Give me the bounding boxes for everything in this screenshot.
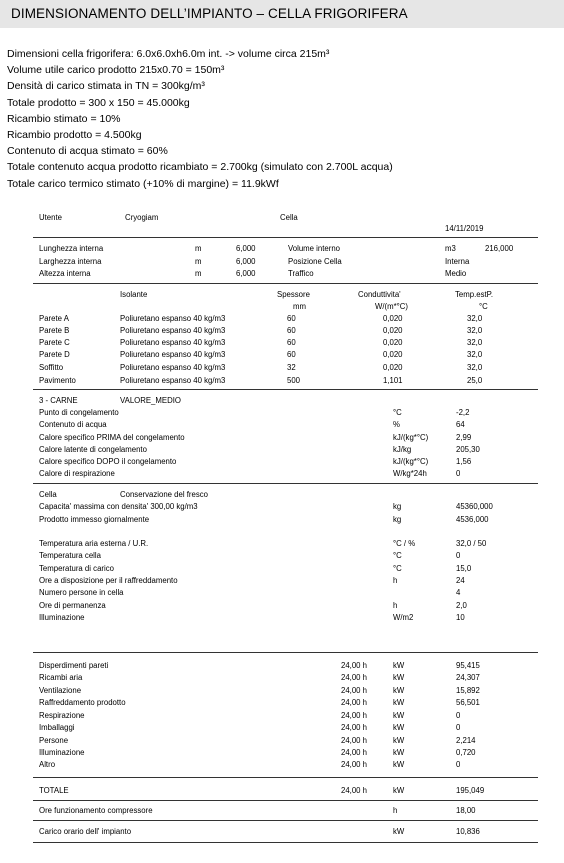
product-value: -2,2 [456, 408, 470, 417]
load-unit: kW [393, 760, 405, 769]
intro-line: Ricambio prodotto = 4.500kg [7, 129, 142, 142]
cond-label: Temperatura cella [39, 551, 101, 560]
wall-name: Parete A [39, 314, 69, 323]
load-label: Persone [39, 736, 69, 745]
dim-val2: m3 [445, 244, 456, 253]
dim-label: Larghezza interna [39, 257, 102, 266]
intro-line: Ricambio stimato = 10% [7, 112, 121, 125]
product-value: 1,56 [456, 457, 472, 466]
load-unit: kW [393, 686, 405, 695]
cell-type: Conservazione del fresco [120, 490, 208, 499]
wall-cond: 0,020 [383, 338, 403, 347]
dim-unit: m [195, 269, 202, 278]
wall-thickness: 500 [287, 376, 301, 385]
wall-temp: 32,0 [467, 363, 483, 372]
product-unit: °C [393, 408, 402, 417]
load-label: Raffreddamento prodotto [39, 698, 126, 707]
wall-thickness: 32 [287, 363, 296, 372]
col-isolante: Isolante [120, 290, 148, 299]
dim-label: Altezza interna [39, 269, 91, 278]
load-hours: 24,00 h [341, 661, 368, 670]
cond-value: 15,0 [456, 564, 472, 573]
load-value: 15,892 [456, 686, 480, 695]
col-conduttivita-unit: W/(m*°C) [375, 302, 408, 311]
load-value: 2,214 [456, 736, 476, 745]
product-value: 0 [456, 469, 461, 478]
cond-unit: °C [393, 564, 402, 573]
load-hours: 24,00 h [341, 686, 368, 695]
product-label: Contenuto di acqua [39, 420, 107, 429]
cond-value: 0 [456, 551, 461, 560]
divider [33, 842, 538, 843]
product-label: Calore specifico DOPO il congelamento [39, 457, 177, 466]
cell-label: Cella [39, 490, 57, 499]
dim-label2: Volume interno [288, 244, 341, 253]
load-label: Disperdimenti pareti [39, 661, 109, 670]
ore-compressore-unit: h [393, 806, 398, 815]
wall-name: Soffitto [39, 363, 64, 372]
wall-temp: 32,0 [467, 338, 483, 347]
intro-line: Totale prodotto = 300 x 150 = 45.000kg [7, 96, 190, 109]
load-value: 0 [456, 723, 461, 732]
product-unit: kJ/(kg*°C) [393, 457, 429, 466]
wall-thickness: 60 [287, 350, 296, 359]
cell-row-value: 45360,000 [456, 502, 493, 511]
wall-cond: 0,020 [383, 350, 403, 359]
col-conduttivita: Conduttivita' [358, 290, 401, 299]
wall-name: Parete D [39, 350, 70, 359]
cond-unit: °C / % [393, 539, 416, 548]
cell-row-unit: kg [393, 502, 402, 511]
product-unit: W/kg*24h [393, 469, 427, 478]
load-value: 56,501 [456, 698, 480, 707]
divider [33, 237, 538, 238]
intro-text [7, 46, 393, 192]
load-unit: kW [393, 673, 405, 682]
carico-orario-label: Carico orario dell' impianto [39, 827, 132, 836]
title-bar [0, 0, 564, 28]
load-value: 95,415 [456, 661, 480, 670]
wall-temp: 25,0 [467, 376, 483, 385]
load-value: 0,720 [456, 748, 476, 757]
dim-unit: m [195, 257, 202, 266]
product-label: Calore latente di congelamento [39, 445, 147, 454]
load-label: Imballaggi [39, 723, 75, 732]
cond-value: 32,0 / 50 [456, 539, 487, 548]
totale-label: TOTALE [39, 786, 69, 795]
load-label: Ventilazione [39, 686, 82, 695]
divider [33, 800, 538, 801]
wall-thickness: 60 [287, 338, 296, 347]
wall-thickness: 60 [287, 314, 296, 323]
wall-material: Poliuretano espanso 40 kg/m3 [120, 363, 226, 372]
col-temp-unit: °C [479, 302, 488, 311]
product-value: 2,99 [456, 433, 472, 442]
intro-line: Totale carico termico stimato (+10% di margine) = 11.9kWf [7, 177, 279, 190]
col-spessore-unit: mm [293, 302, 306, 311]
product-code: 3 - CARNE [39, 396, 78, 405]
col-spessore: Spessore [277, 290, 310, 299]
wall-material: Poliuretano espanso 40 kg/m3 [120, 338, 226, 347]
dim-value: 6,000 [236, 257, 256, 266]
cond-label: Ore di permanenza [39, 601, 106, 610]
product-label: Punto di congelamento [39, 408, 119, 417]
dim-label2: Posizione Cella [288, 257, 342, 266]
wall-temp: 32,0 [467, 350, 483, 359]
intro-line: Volume utile carico prodotto 215x0.70 = 150m³ [7, 64, 225, 77]
divider [33, 777, 538, 778]
cell-row-unit: kg [393, 515, 402, 524]
cond-value: 4 [456, 588, 461, 597]
ore-compressore-label: Ore funzionamento compressore [39, 806, 153, 815]
totale-hours: 24,00 h [341, 786, 368, 795]
load-value: 0 [456, 711, 461, 720]
cond-unit: h [393, 576, 398, 585]
page-title: DIMENSIONAMENTO DELL’IMPIANTO – CELLA FRIGORIFERA [11, 6, 408, 21]
intro-line: Dimensioni cella frigorifera: 6.0x6.0xh6.0m int. -> volume circa 215m³ [7, 48, 330, 60]
cond-label: Numero persone in cella [39, 588, 124, 597]
dim-unit: m [195, 244, 202, 253]
product-unit: kJ/kg [393, 445, 412, 454]
cond-unit: W/m2 [393, 613, 414, 622]
cell-row-label: Prodotto immesso giornalmente [39, 515, 150, 524]
cond-value: 2,0 [456, 601, 467, 610]
load-unit: kW [393, 698, 405, 707]
load-label: Ricambi aria [39, 673, 83, 682]
divider [33, 652, 538, 653]
cond-label: Illuminazione [39, 613, 85, 622]
load-unit: kW [393, 723, 405, 732]
wall-name: Pavimento [39, 376, 76, 385]
product-label: Calore di respirazione [39, 469, 115, 478]
wall-thickness: 60 [287, 326, 296, 335]
load-hours: 24,00 h [341, 760, 368, 769]
carico-orario-value: 10,836 [456, 827, 480, 836]
load-hours: 24,00 h [341, 723, 368, 732]
product-name: VALORE_MEDIO [120, 396, 181, 405]
dim-val2: Interna [445, 257, 470, 266]
col-temp: Temp.estP. [455, 290, 493, 299]
dim-val2: Medio [445, 269, 467, 278]
wall-cond: 0,020 [383, 314, 403, 323]
carico-orario-unit: kW [393, 827, 405, 836]
dim-value: 6,000 [236, 244, 256, 253]
wall-name: Parete B [39, 326, 70, 335]
cond-label: Temperatura di carico [39, 564, 114, 573]
product-unit: % [393, 420, 400, 429]
wall-material: Poliuretano espanso 40 kg/m3 [120, 376, 226, 385]
cell-row-value: 4536,000 [456, 515, 489, 524]
wall-temp: 32,0 [467, 326, 483, 335]
intro-line: Totale contenuto acqua prodotto ricambiato = 2.700kg (simulato con 2.700L acqua) [7, 161, 393, 174]
load-hours: 24,00 h [341, 736, 368, 745]
divider [33, 283, 538, 284]
wall-cond: 0,020 [383, 326, 403, 335]
load-label: Illuminazione [39, 748, 85, 757]
load-value: 24,307 [456, 673, 480, 682]
load-value: 0 [456, 760, 461, 769]
ore-compressore-value: 18,00 [456, 806, 476, 815]
load-unit: kW [393, 711, 405, 720]
product-value: 205,30 [456, 445, 480, 454]
wall-material: Poliuretano espanso 40 kg/m3 [120, 350, 226, 359]
cond-unit: °C [393, 551, 402, 560]
load-label: Respirazione [39, 711, 85, 720]
totale-unit: kW [393, 786, 405, 795]
wall-material: Poliuretano espanso 40 kg/m3 [120, 314, 226, 323]
load-hours: 24,00 h [341, 748, 368, 757]
load-unit: kW [393, 748, 405, 757]
load-hours: 24,00 h [341, 711, 368, 720]
product-value: 64 [456, 420, 465, 429]
wall-cond: 1,101 [383, 376, 403, 385]
dim-label2: Traffico [288, 269, 314, 278]
totale-value: 195,049 [456, 786, 485, 795]
dim-value: 6,000 [236, 269, 256, 278]
divider [33, 483, 538, 484]
wall-name: Parete C [39, 338, 70, 347]
divider [33, 820, 538, 821]
product-unit: kJ/(kg*°C) [393, 433, 429, 442]
cond-value: 10 [456, 613, 465, 622]
cond-label: Temperatura aria esterna / U.R. [39, 539, 149, 548]
cond-value: 24 [456, 576, 465, 585]
report-date: 14/11/2019 [445, 224, 484, 233]
dim-extra: 216,000 [485, 244, 514, 253]
wall-cond: 0,020 [383, 363, 403, 372]
divider [33, 389, 538, 390]
intro-line: Densità di carico stimata in TN = 300kg/m³ [7, 80, 205, 93]
dim-label: Lunghezza interna [39, 244, 104, 253]
utente-label: Utente [39, 213, 62, 222]
intro-line: Contenuto di acqua stimato = 60% [7, 145, 168, 158]
cond-label: Ore a disposizione per il raffreddamento [39, 576, 178, 585]
wall-temp: 32,0 [467, 314, 483, 323]
cella-label: Cella [280, 213, 298, 222]
load-unit: kW [393, 661, 405, 670]
load-unit: kW [393, 736, 405, 745]
wall-material: Poliuretano espanso 40 kg/m3 [120, 326, 226, 335]
load-hours: 24,00 h [341, 698, 368, 707]
cell-row-label: Capacita' massima con densita' 300,00 kg/m3 [39, 502, 198, 511]
product-label: Calore specifico PRIMA del congelamento [39, 433, 185, 442]
load-label: Altro [39, 760, 56, 769]
load-hours: 24,00 h [341, 673, 368, 682]
utente-value: Cryogiam [125, 213, 159, 222]
cond-unit: h [393, 601, 398, 610]
